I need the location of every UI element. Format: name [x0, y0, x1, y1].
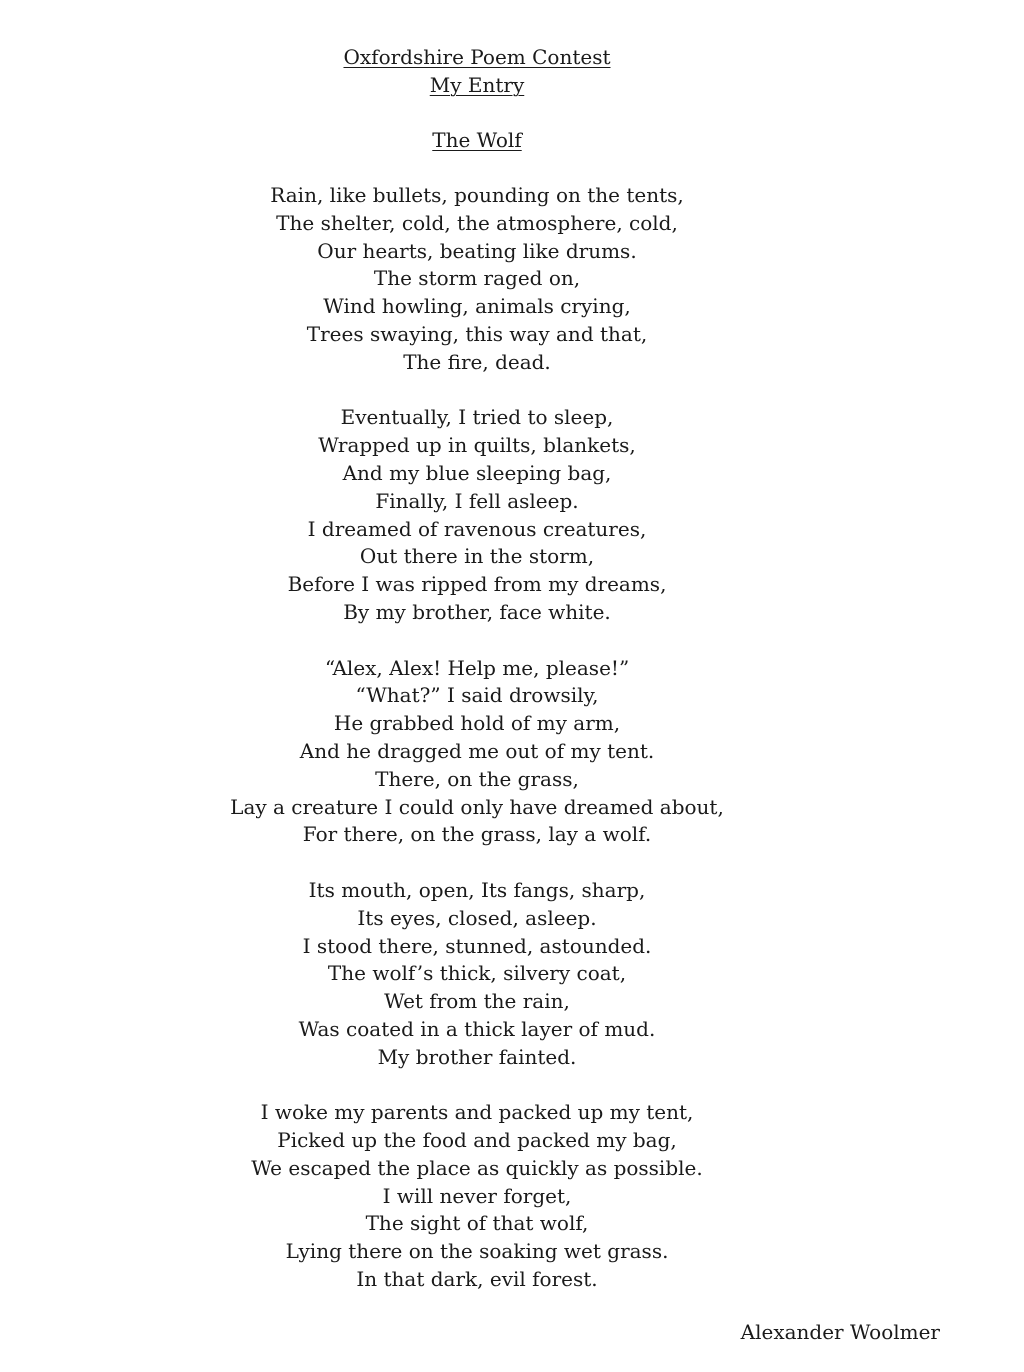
poem-line: Before I was ripped from my dreams,	[287, 572, 667, 597]
document-header	[0, 43, 954, 99]
poem-line: In that dark, evil forest.	[356, 1267, 598, 1292]
poem-line: Wind howling, animals crying,	[323, 294, 631, 319]
poem-line: Its eyes, closed, asleep.	[357, 905, 597, 930]
poem-line: Rain, like bullets, pounding on the tents,	[270, 183, 684, 207]
poem-line: I stood there, stunned, astounded.	[302, 933, 652, 958]
poem-line: Trees swaying, this way and that,	[306, 321, 648, 346]
poem-line: Wet from the rain,	[384, 989, 570, 1014]
poem-line: Wrapped up in quilts, blankets,	[318, 433, 636, 458]
poem-line: Lay a creature I could only have dreamed about,	[230, 794, 724, 819]
poem-line: Out there in the storm,	[359, 544, 595, 569]
author-name: Alexander Woolmer	[740, 1320, 940, 1344]
poem-line: Finally, I fell asleep.	[375, 488, 579, 513]
poem-line: He grabbed hold of my arm,	[333, 711, 621, 736]
poem-line: Lying there on the soaking wet grass.	[285, 1239, 669, 1264]
poem-line: Picked up the food and packed my bag,	[277, 1128, 677, 1153]
poem-line: Eventually, I tried to sleep,	[340, 405, 614, 430]
poem-line: For there, on the grass, lay a wolf.	[302, 822, 652, 847]
stanza-5	[0, 1099, 954, 1294]
poem-line: The shelter, cold, the atmosphere, cold,	[276, 210, 678, 235]
poem-line: There, on the grass,	[375, 766, 579, 791]
poem-line: My brother fainted.	[377, 1044, 577, 1069]
poem-line: I woke my parents and packed up my tent,	[260, 1100, 694, 1125]
poem-line: We escaped the place as quickly as possible.	[251, 1155, 703, 1180]
stanza-1	[0, 182, 954, 377]
poem-line: “What?” I said drowsily,	[355, 683, 599, 708]
poem-line: By my brother, face white.	[343, 599, 611, 624]
poem-line: Was coated in a thick layer of mud.	[298, 1016, 656, 1041]
poem-title: The Wolf	[432, 128, 522, 152]
poem-line: And my blue sleeping bag,	[342, 460, 612, 485]
poem-line: “Alex, Alex! Help me, please!”	[324, 655, 630, 680]
contest-title: Oxfordshire Poem Contest	[343, 45, 611, 69]
poem-line: Its mouth, open, Its fangs, sharp,	[308, 877, 646, 902]
poem-line: The storm raged on,	[373, 266, 581, 291]
poem-line: The fire, dead.	[403, 349, 551, 374]
poem-body	[0, 182, 954, 1322]
poem-line: Our hearts, beating like drums.	[317, 238, 637, 263]
stanza-4	[0, 877, 954, 1072]
poem-line: The wolf’s thick, silvery coat,	[327, 961, 627, 986]
stanza-2	[0, 404, 954, 626]
poem-line: And he dragged me out of my tent.	[299, 738, 655, 763]
entry-label: My Entry	[429, 73, 525, 97]
stanza-3	[0, 655, 954, 850]
poem-line: I dreamed of ravenous creatures,	[307, 516, 647, 541]
poem-line: I will never forget,	[382, 1183, 572, 1208]
poem-line: The sight of that wolf,	[365, 1211, 589, 1236]
